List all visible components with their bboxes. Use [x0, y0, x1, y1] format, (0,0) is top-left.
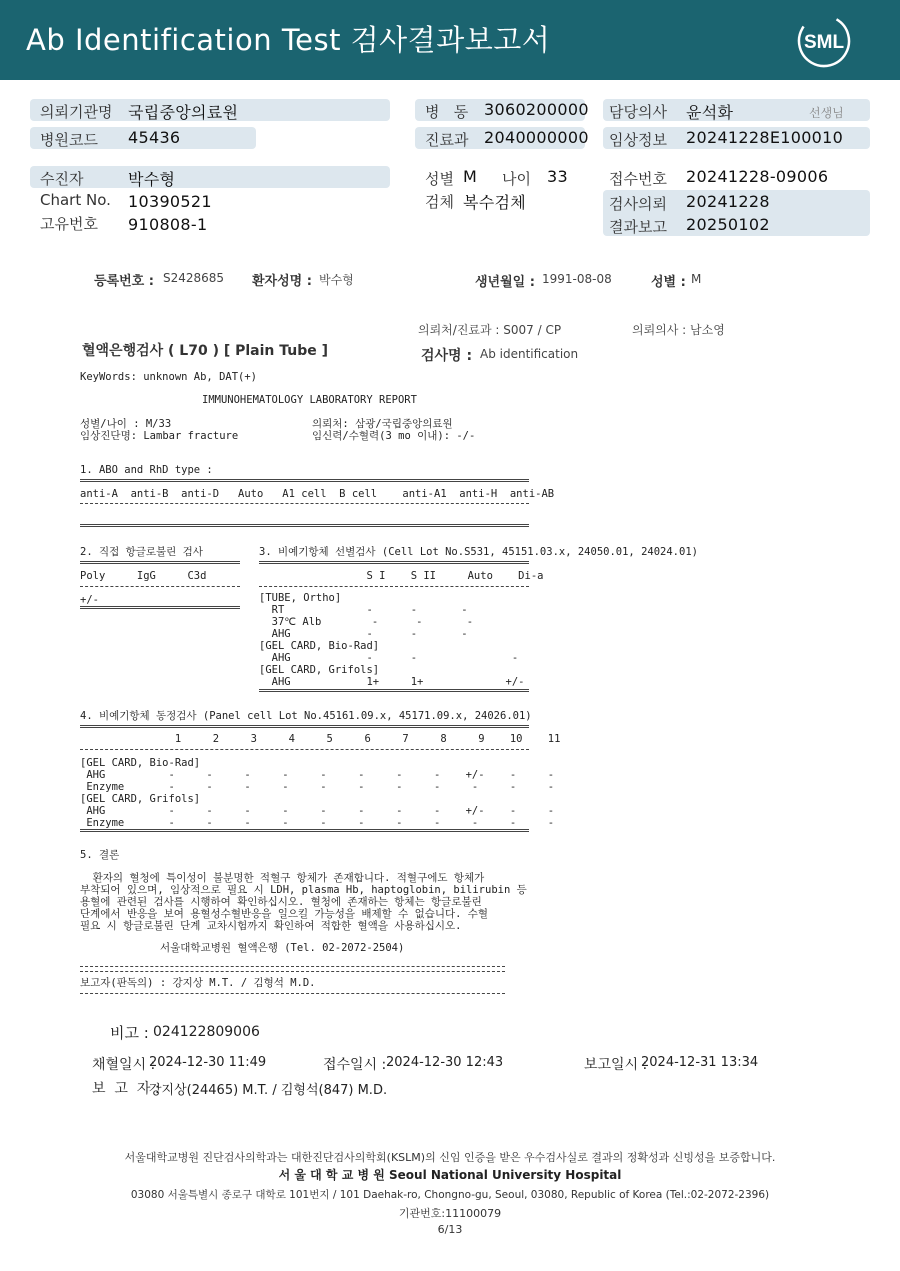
- section4-row: Enzyme - - - - - - - - - - -: [80, 781, 555, 793]
- section1-header: anti-A anti-B anti-D Auto A1 cell B cell anti-A1 anti-H anti-AB: [80, 488, 555, 500]
- hospital-name: 서 울 대 학 교 병 원 Seoul National University Hospital: [278, 1168, 622, 1182]
- sex-value: M: [463, 167, 478, 186]
- remarks-value: 024122809006: [153, 1024, 260, 1040]
- conclusion-line: 환자의 혈청에 특이성이 불분명한 적혈구 항체가 존재합니다. 적혈구에도 항체가: [80, 872, 485, 884]
- collected-value: 2024-12-30 11:49: [149, 1055, 267, 1070]
- scan-reporter: 보고자(판독의) : 강지상 M.T. / 김형석 M.D.: [80, 977, 316, 989]
- patient-label: 수진자: [40, 170, 84, 188]
- reporter-value: 강지상(24465) M.T. / 김형석(847) M.D.: [149, 1083, 388, 1098]
- test-group: 혈액은행검사 ( L70 ) [ Plain Tube ]: [82, 343, 329, 359]
- certification-text: 서울대학교병원 진단검사의학과는 대한진단검사의학회(KSLM)의 신임 인증을 받은 우수검사실로 결과의 정확성과 신빙성을 보증합니다.: [124, 1151, 776, 1164]
- divider: [80, 829, 529, 832]
- section4-header: 1 2 3 4 5 6 7 8 9 10 11: [80, 733, 561, 745]
- hospital-code-label: 병원코드: [40, 131, 98, 149]
- referrer: 의뢰처: 삼광/국립중앙의료원: [312, 418, 453, 430]
- conclusion-line: 용혈에 관련된 검사를 시행하여 확인하십시오. 혈청에 존재하는 항체는 항글로불린: [80, 896, 482, 908]
- section3-row: 37℃ Alb - - -: [259, 616, 474, 628]
- patient-value: 박수형: [128, 170, 176, 189]
- section1-title: 1. ABO and RhD type :: [80, 464, 213, 476]
- section3-rows: [259, 592, 525, 688]
- institution-label: 의뢰기관명: [40, 103, 113, 121]
- specimen-label: 검체: [425, 193, 454, 211]
- dept-label: 진료과: [425, 131, 469, 149]
- test-name-label: 검사명 :: [421, 348, 473, 364]
- reported-label: 보고일시 :: [584, 1057, 648, 1073]
- section3-row: [TUBE, Ortho]: [259, 592, 342, 604]
- reg-value: S2428685: [163, 271, 225, 285]
- report-label: 결과보고: [609, 218, 667, 236]
- report-header: [0, 0, 900, 80]
- clinical-value: 20241228E100010: [686, 128, 844, 147]
- collected-label: 채혈일시 :: [92, 1057, 156, 1073]
- page-number: 6/13: [437, 1223, 463, 1236]
- divider: [80, 966, 505, 967]
- report-value: 20250102: [686, 215, 770, 234]
- divider: [259, 561, 529, 564]
- bloodbank-contact: 서울대학교병원 혈액은행 (Tel. 02-2072-2504): [160, 942, 405, 954]
- section3-row: RT - - -: [259, 604, 468, 616]
- divider: [80, 749, 529, 750]
- report-title: Ab Identification Test 검사결과보고서: [26, 23, 551, 57]
- section4-row: [GEL CARD, Grifols]: [80, 793, 201, 805]
- section3-row: AHG - - -: [259, 652, 519, 664]
- institution-value: 국립중앙의료원: [128, 103, 239, 122]
- divider: [259, 586, 529, 587]
- section3-row: [GEL CARD, Grifols]: [259, 664, 380, 676]
- section4-row: AHG - - - - - - - - +/- - -: [80, 769, 555, 781]
- receipt-label: 접수번호: [609, 170, 667, 188]
- doctor-value: 윤석화: [686, 103, 734, 122]
- conclusion-line: 필요 시 항글로불린 단계 교차시험까지 확인하여 적합한 혈액을 사용하십시오.: [80, 920, 462, 932]
- request-doctor: 의뢰의사 : 남소영: [632, 323, 725, 337]
- dob-value: 1991-08-08: [542, 272, 612, 286]
- received-label: 접수일시 :: [323, 1057, 387, 1073]
- section3-title: 3. 비예기항체 선별검사 (Cell Lot No.S531, 45151.03.x, 24050.01, 24024.01): [259, 546, 698, 558]
- section2-value: +/-: [80, 594, 99, 606]
- name-value: 박수형: [319, 273, 354, 287]
- section5-title: 5. 결론: [80, 849, 120, 861]
- institution-number: 기관번호:11100079: [398, 1207, 502, 1220]
- conclusion-line: 부착되어 있으며, 임상적으로 필요 시 LDH, plasma Hb, haptoglobin, bilirubin 등: [80, 884, 527, 896]
- ward-value: 3060200000: [484, 100, 589, 119]
- dept-value: 2040000000: [484, 128, 589, 147]
- section3-row: AHG - - -: [259, 628, 468, 640]
- section2-title: 2. 직접 항글로불린 검사: [80, 546, 203, 558]
- reporter-label: 보 고 자 :: [92, 1081, 160, 1097]
- divider: [80, 479, 529, 482]
- divider: [80, 725, 529, 728]
- request-label: 검사의뢰: [609, 195, 667, 213]
- name-label: 환자성명 :: [252, 274, 312, 289]
- sml-logo: [796, 13, 852, 69]
- receipt-value: 20241228-09006: [686, 167, 829, 186]
- chart-label: Chart No.: [40, 191, 111, 209]
- svg-text:SML: SML: [803, 32, 845, 53]
- ward-label: 병 동: [425, 103, 469, 121]
- chart-value: 10390521: [128, 192, 212, 211]
- section3-row: AHG 1+ 1+ +/-: [259, 676, 525, 688]
- clinical-label: 임상정보: [609, 131, 667, 149]
- request-value: 20241228: [686, 192, 770, 211]
- pregnancy-transfusion: 임신력/수혈력(3 mo 이내): -/-: [312, 430, 476, 442]
- section4-title: 4. 비예기항체 동정검사 (Panel cell Lot No.45161.09.x, 45171.09.x, 24026.01): [80, 710, 532, 722]
- reported-value: 2024-12-31 13:34: [641, 1055, 759, 1070]
- divider: [80, 524, 529, 527]
- dob-label: 생년월일 :: [475, 275, 535, 290]
- conclusion-line: 단계에서 반응을 보여 용혈성수혈반응을 일으킬 가능성을 배제할 수 없습니다. 수혈: [80, 908, 489, 920]
- section3-row: [GEL CARD, Bio-Rad]: [259, 640, 380, 652]
- section4-row: Enzyme - - - - - - - - - - -: [80, 817, 555, 829]
- divider: [80, 606, 240, 609]
- divider: [80, 586, 240, 587]
- scan-sex-value: M: [691, 272, 702, 286]
- doctor-suffix: 선생님: [809, 106, 844, 120]
- divider: [80, 971, 505, 972]
- diagnosis: 임상진단명: Lambar fracture: [80, 430, 239, 442]
- scan-sex-label: 성별 :: [651, 275, 686, 290]
- age-value: 33: [547, 167, 568, 186]
- divider: [259, 689, 529, 692]
- divider: [80, 561, 240, 564]
- age-label: 나이: [502, 170, 531, 188]
- test-name-value: Ab identification: [480, 347, 579, 361]
- section3-header: S I S II Auto Di-a: [259, 570, 544, 582]
- uid-label: 고유번호: [40, 215, 98, 233]
- hospital-code-value: 45436: [128, 128, 181, 147]
- keywords: KeyWords: unknown Ab, DAT(+): [80, 371, 258, 383]
- specimen-value: 복수검체: [463, 193, 527, 212]
- divider: [80, 503, 529, 504]
- section4-row: [GEL CARD, Bio-Rad]: [80, 757, 201, 769]
- reg-label: 등록번호 :: [94, 274, 154, 289]
- section2-header: Poly IgG C3d: [80, 570, 207, 582]
- lab-report-title: IMMUNOHEMATOLOGY LABORATORY REPORT: [202, 394, 417, 406]
- remarks-label: 비고 :: [110, 1024, 149, 1042]
- sex-age: 성별/나이 : M/33: [80, 418, 172, 430]
- request-dept: 의뢰처/진료과 : S007 / CP: [418, 323, 562, 337]
- received-value: 2024-12-30 12:43: [386, 1055, 504, 1070]
- section4-row: AHG - - - - - - - - +/- - -: [80, 805, 555, 817]
- conclusion-text: [80, 872, 527, 932]
- uid-value: 910808-1: [128, 215, 208, 234]
- doctor-label: 담당의사: [609, 103, 667, 121]
- divider: [80, 993, 505, 994]
- hospital-address: 03080 서울특별시 종로구 대학로 101번지 / 101 Daehak-ro, Chongno-gu, Seoul, 03080, Republic of Korea (Tel.:02-2072-2396): [130, 1189, 770, 1201]
- sex-label: 성별: [425, 170, 454, 188]
- section4-rows: [80, 757, 554, 829]
